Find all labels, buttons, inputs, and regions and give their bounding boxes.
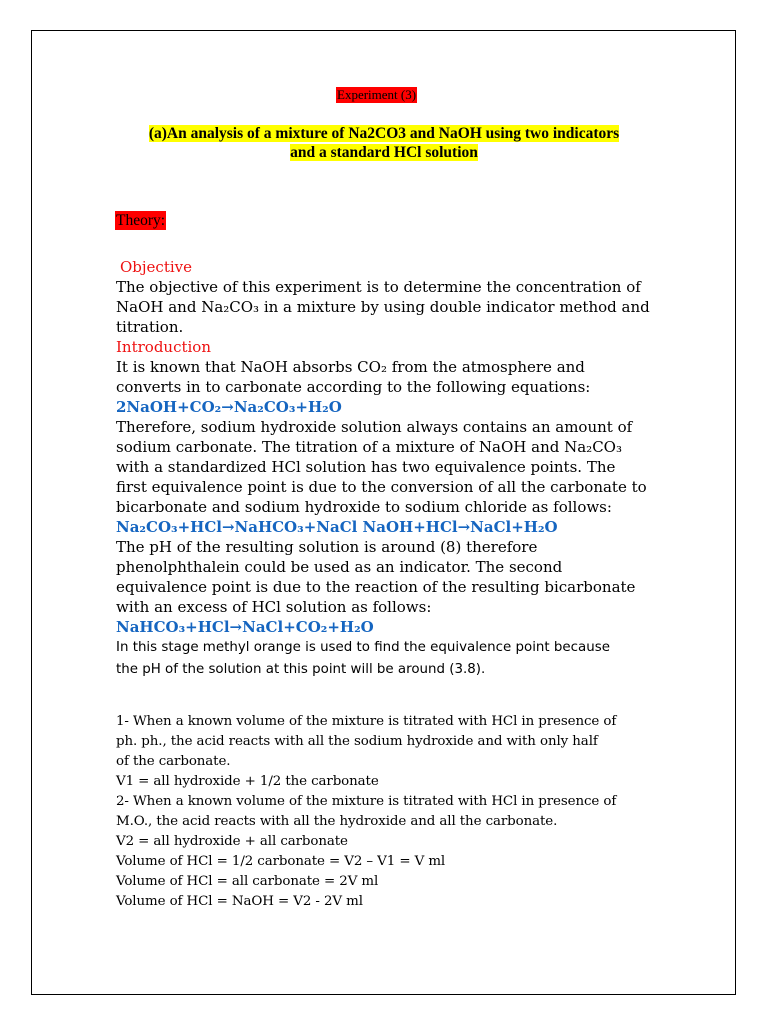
calc-line-4: V1 = all hydroxide + 1/2 the carbonate	[116, 774, 379, 789]
intro-para4-line-2: the pH of the solution at this point will be around (3.8).	[116, 662, 486, 677]
introduction-heading: Introduction	[116, 338, 211, 356]
calc-line-2: ph. ph., the acid reacts with all the sodium hydroxide and with only half	[116, 734, 598, 749]
calc-line-9: Volume of HCl = all carbonate = 2V ml	[116, 874, 379, 889]
objective-line-3: titration.	[116, 318, 184, 336]
objective-line-1: The objective of this experiment is to determine the concentration of	[116, 278, 641, 296]
intro-para2-line-1: Therefore, sodium hydroxide solution always contains an amount of	[116, 418, 633, 436]
subtitle-line-2-text: and a standard HCl solution	[290, 144, 478, 161]
intro-line-1: It is known that NaOH absorbs CO₂ from the atmosphere and	[116, 358, 585, 376]
equation-3: NaHCO₃+HCl→NaCl+CO₂+H₂O	[116, 618, 374, 636]
theory-label: Theory:	[116, 212, 166, 229]
intro-para2-line-3: with a standardized HCl solution has two equivalence points. The	[116, 458, 616, 476]
intro-para2-line-2: sodium carbonate. The titration of a mixture of NaOH and Na₂CO₃	[116, 438, 622, 456]
calc-line-8: Volume of HCl = 1/2 carbonate = V2 – V1 = V ml	[116, 854, 446, 869]
calc-line-1: 1- When a known volume of the mixture is titrated with HCl in presence of	[116, 714, 617, 729]
intro-para3-line-2: phenolphthalein could be used as an indicator. The second	[116, 558, 563, 576]
subtitle-line-1	[0, 124, 768, 143]
equation-1: 2NaOH+CO₂→Na₂CO₃+H₂O	[116, 398, 342, 416]
objective-heading: Objective	[120, 258, 193, 276]
equation-2: Na₂CO₃+HCl→NaHCO₃+NaCl NaOH+HCl→NaCl+H₂O	[116, 518, 558, 536]
subtitle-line-1-text: (a)An analysis of a mixture of Na2CO3 and NaOH using two indicators	[148, 125, 620, 142]
intro-para3-line-3: equivalence point is due to the reaction of the resulting bicarbonate	[116, 578, 636, 596]
intro-para3-line-4: with an excess of HCl solution as follows:	[116, 598, 432, 616]
subtitle-line-2	[0, 143, 768, 162]
calc-line-3: of the carbonate.	[116, 754, 231, 769]
calc-line-6: M.O., the acid reacts with all the hydroxide and all the carbonate.	[116, 814, 558, 829]
intro-para2-line-4: first equivalence point is due to the conversion of all the carbonate to	[116, 478, 647, 496]
calc-line-7: V2 = all hydroxide + all carbonate	[116, 834, 348, 849]
calc-line-5: 2- When a known volume of the mixture is titrated with HCl in presence of	[116, 794, 617, 809]
intro-line-2: converts in to carbonate according to the following equations:	[116, 378, 591, 396]
objective-line-2: NaOH and Na₂CO₃ in a mixture by using double indicator method and	[116, 298, 650, 316]
intro-para3-line-1: The pH of the resulting solution is around (8) therefore	[116, 538, 538, 556]
intro-para4-line-1: In this stage methyl orange is used to find the equivalence point because	[116, 640, 610, 655]
calc-line-10: Volume of HCl = NaOH = V2 - 2V ml	[116, 894, 363, 909]
intro-para2-line-5: bicarbonate and sodium hydroxide to sodium chloride as follows:	[116, 498, 612, 516]
experiment-label: Experiment (3)	[337, 87, 417, 102]
